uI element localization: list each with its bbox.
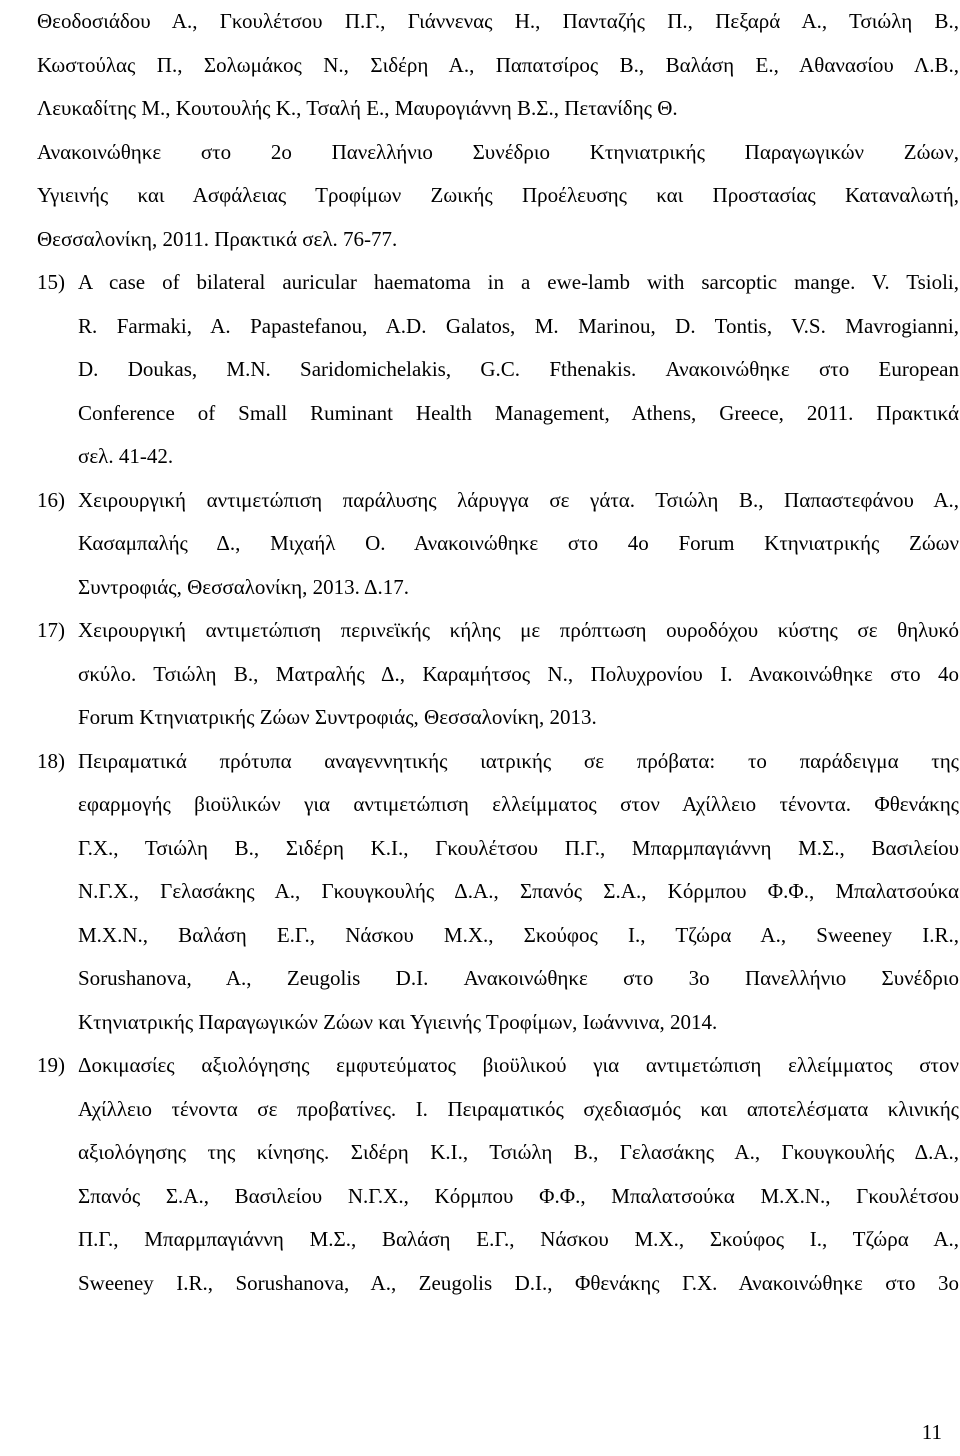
reference-text (37, 0, 959, 261)
text-line: D. Doukas, M.N. Saridomichelakis, G.C. Fthenakis. Ανακοινώθηκε στο European (78, 357, 959, 381)
text-line: σελ. 41-42. (78, 444, 174, 468)
text-line: Λευκαδίτης Μ., Κουτουλής Κ., Τσαλή Ε., Μαυρογιάννη Β.Σ., Πετανίδης Θ. (37, 96, 678, 120)
reference-entry-15 (37, 261, 959, 479)
reference-text (78, 1044, 959, 1305)
text-line: αξιολόγησης της κίνησης. Σιδέρη Κ.Ι., Τσιώλη Β., Γελασάκης Α., Γκουγκουλής Δ.Α., (78, 1140, 959, 1164)
text-line: Ν.Γ.Χ., Γελασάκης Α., Γκουγκουλής Δ.Α., Σπανός Σ.Α., Κόρμπου Φ.Φ., Μπαλατσούκα (78, 879, 959, 903)
text-line: Συντροφιάς, Θεσσαλονίκη, 2013. Δ.17. (78, 574, 409, 599)
text-line: Κασαμπαλής Δ., Μιχαήλ Ο. Ανακοινώθηκε στο 4ο Forum Κτηνιατρικής Ζώων (78, 531, 959, 555)
reference-entry-16 (37, 479, 959, 610)
reference-number: 15) (37, 270, 65, 294)
text-line: Sorushanova, A., Zeugolis D.I. Ανακοινώθηκε στο 3ο Πανελλήνιο Συνέδριο (78, 966, 959, 990)
text-line: Γ.Χ., Τσιώλη Β., Σιδέρη Κ.Ι., Γκουλέτσου Π.Γ., Μπαρμπαγιάννη Μ.Σ., Βασιλείου (78, 835, 959, 860)
reference-entry-18 (37, 740, 959, 1045)
text-line: Δοκιμασίες αξιολόγησης εμφυτεύματος βιοϋλικού για αντιμετώπιση ελλείμματος στον (78, 1053, 959, 1077)
text-line: Forum Κτηνιατρικής Ζώων Συντροφιάς, Θεσσαλονίκη, 2013. (78, 705, 597, 729)
text-line: Θεσσαλονίκη, 2011. Πρακτικά σελ. 76-77. (37, 226, 398, 251)
reference-continuation (37, 0, 959, 261)
text-line: εφαρμογής βιοϋλικών για αντιμετώπιση ελλείμματος στον Αχίλλειο τένοντα. Φθενάκης (78, 792, 959, 816)
reference-number: 16) (37, 487, 65, 512)
text-line: Αχίλλειο τένοντα σε προβατίνες. Ι. Πειραματικός σχεδιασμός και αποτελέσματα κλινικής (78, 1096, 959, 1121)
document-page (37, 0, 959, 1305)
page-number: 11 (921, 1420, 942, 1444)
reference-entry-19 (37, 1044, 959, 1305)
text-line: R. Farmaki, A. Papastefanou, A.D. Galatos, M. Marinou, D. Tontis, V.S. Mavrogianni, (78, 313, 959, 338)
text-line: Σπανός Σ.Α., Βασιλείου Ν.Γ.Χ., Κόρμπου Φ.Φ., Μπαλατσούκα Μ.Χ.Ν., Γκουλέτσου (78, 1183, 959, 1208)
reference-entry-17 (37, 609, 959, 740)
text-line: Κτηνιατρικής Παραγωγικών Ζώων και Υγιεινής Τροφίμων, Ιωάννινα, 2014. (78, 1009, 718, 1034)
reference-number: 19) (37, 1053, 65, 1077)
text-line: Πειραματικά πρότυπα αναγεννητικής ιατρικής σε πρόβατα: το παράδειγμα της (78, 748, 959, 773)
text-line: Υγιεινής και Ασφάλειας Τροφίμων Ζωικής Προέλευσης και Προστασίας Καταναλωτή, (37, 183, 959, 207)
text-line: Π.Γ., Μπαρμπαγιάννη Μ.Σ., Βαλάση Ε.Γ., Νάσκου Μ.Χ., Σκούφος Ι., Τζώρα Α., (78, 1227, 959, 1251)
text-line: A case of bilateral auricular haematoma in a ewe-lamb with sarcoptic mange. V. Tsioli, (78, 270, 959, 294)
text-line: Κωστούλας Π., Σολωμάκος Ν., Σιδέρη Α., Παπατσίρος Β., Βαλάση Ε., Αθανασίου Λ.Β., (37, 52, 959, 77)
text-line: Χειρουργική αντιμετώπιση περινεϊκής κήλης με πρόπτωση ουροδόχου κύστης σε θηλυκό (78, 618, 959, 642)
text-line: Μ.Χ.Ν., Βαλάση Ε.Γ., Νάσκου Μ.Χ., Σκούφος Ι., Τζώρα Α., Sweeney I.R., (78, 922, 959, 947)
text-line: σκύλο. Τσιώλη Β., Ματραλής Δ., Καραμήτσος Ν., Πολυχρονίου Ι. Ανακοινώθηκε στο 4ο (78, 661, 959, 686)
reference-number: 17) (37, 618, 65, 642)
text-line: Ανακοινώθηκε στο 2ο Πανελλήνιο Συνέδριο Κτηνιατρικής Παραγωγικών Ζώων, (37, 139, 959, 164)
reference-number: 18) (37, 748, 65, 773)
text-line: Χειρουργική αντιμετώπιση παράλυσης λάρυγγα σε γάτα. Τσιώλη Β., Παπαστεφάνου Α., (78, 487, 959, 512)
text-line: Θεοδοσιάδου Α., Γκουλέτσου Π.Γ., Γιάννενας Η., Πανταζής Π., Πεξαρά Α., Τσιώλη Β., (37, 9, 959, 33)
reference-text (78, 740, 959, 1045)
reference-text (78, 479, 959, 610)
text-line: Conference of Small Ruminant Health Management, Athens, Greece, 2011. Πρακτικά (78, 400, 959, 425)
reference-text (78, 261, 959, 479)
text-line: Sweeney I.R., Sorushanova, A., Zeugolis D.I., Φθενάκης Γ.Χ. Ανακοινώθηκε στο 3ο (78, 1270, 959, 1295)
reference-text (78, 609, 959, 740)
